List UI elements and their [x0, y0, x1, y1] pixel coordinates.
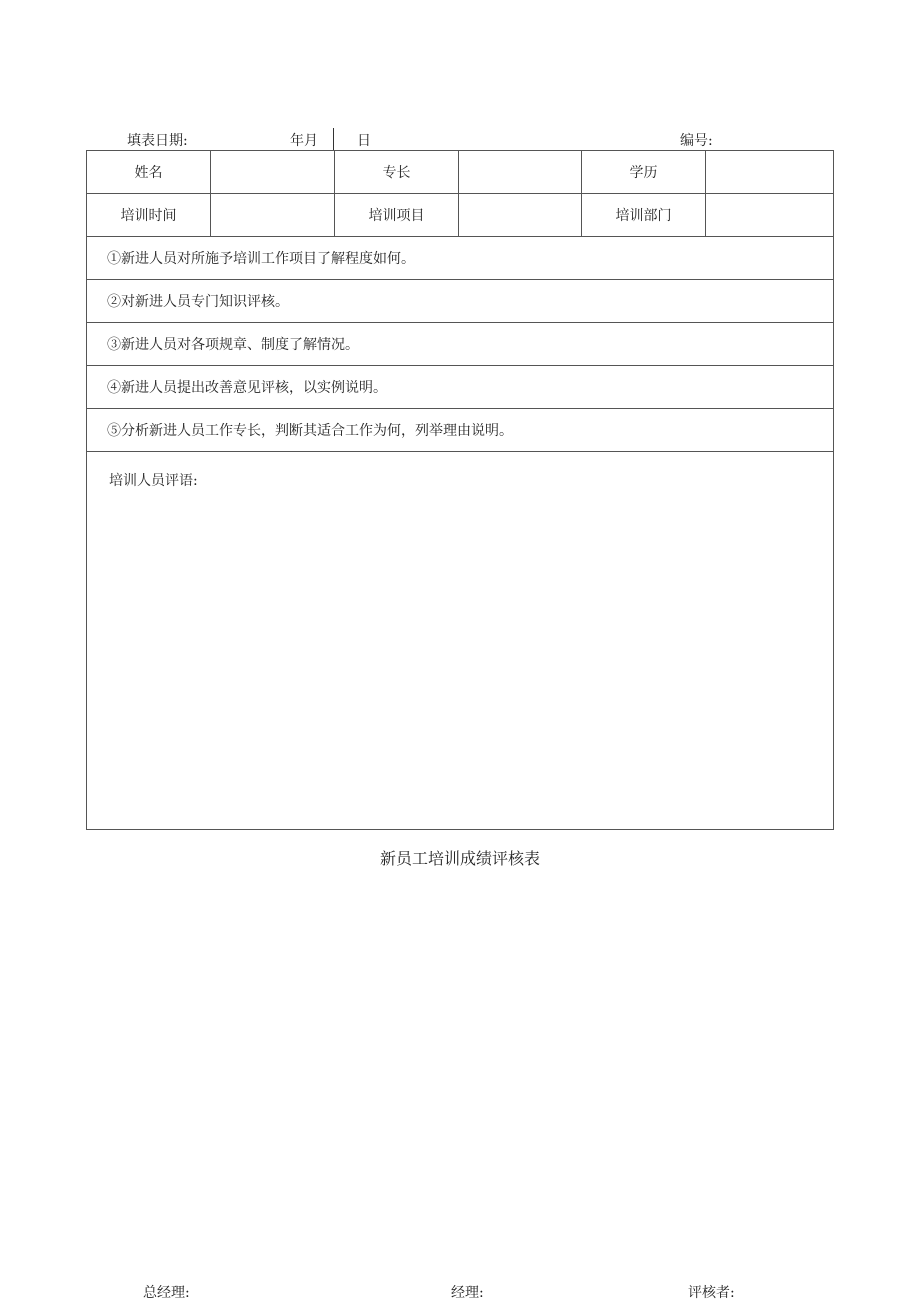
evaluation-form-table — [86, 150, 834, 830]
question-row — [87, 280, 834, 323]
education-label: 学历 — [582, 151, 706, 194]
question-row — [87, 409, 834, 452]
year-month-label: 年月 — [290, 133, 318, 149]
education-field[interactable] — [706, 151, 834, 194]
question-5: ⑤分析新进人员工作专长，判断其适合工作为何，列举理由说明。 — [87, 409, 834, 452]
serial-number-label: 编号: — [680, 133, 713, 149]
trainer-comment-area[interactable] — [87, 452, 834, 830]
training-project-field[interactable] — [459, 194, 582, 237]
info-row-training — [87, 194, 834, 237]
training-project-label: 培训项目 — [335, 194, 459, 237]
name-field[interactable] — [211, 151, 335, 194]
trainer-comment-label: 培训人员评语: — [109, 473, 198, 489]
question-2: ②对新进人员专门知识评核。 — [87, 280, 834, 323]
reviewer-signature-label: 评核者: — [688, 1285, 735, 1301]
question-row — [87, 237, 834, 280]
question-1: ①新进人员对所施予培训工作项目了解程度如何。 — [87, 237, 834, 280]
trainer-comment-row — [87, 452, 834, 830]
question-4: ④新进人员提出改善意见评核，以实例说明。 — [87, 366, 834, 409]
form-title: 新员工培训成绩评核表 — [379, 849, 540, 868]
day-label: 日 — [357, 133, 371, 149]
specialty-label: 专长 — [335, 151, 459, 194]
training-time-field[interactable] — [211, 194, 335, 237]
question-row — [87, 366, 834, 409]
name-label: 姓名 — [87, 151, 211, 194]
training-time-label: 培训时间 — [87, 194, 211, 237]
info-row-personal — [87, 151, 834, 194]
question-3: ③新进人员对各项规章、制度了解情况。 — [87, 323, 834, 366]
fill-date-label: 填表日期: — [127, 133, 188, 149]
specialty-field[interactable] — [459, 151, 582, 194]
header-divider — [333, 128, 334, 150]
training-department-label: 培训部门 — [582, 194, 706, 237]
question-row — [87, 323, 834, 366]
general-manager-signature-label: 总经理: — [143, 1285, 190, 1301]
training-department-field[interactable] — [706, 194, 834, 237]
manager-signature-label: 经理: — [451, 1285, 484, 1301]
